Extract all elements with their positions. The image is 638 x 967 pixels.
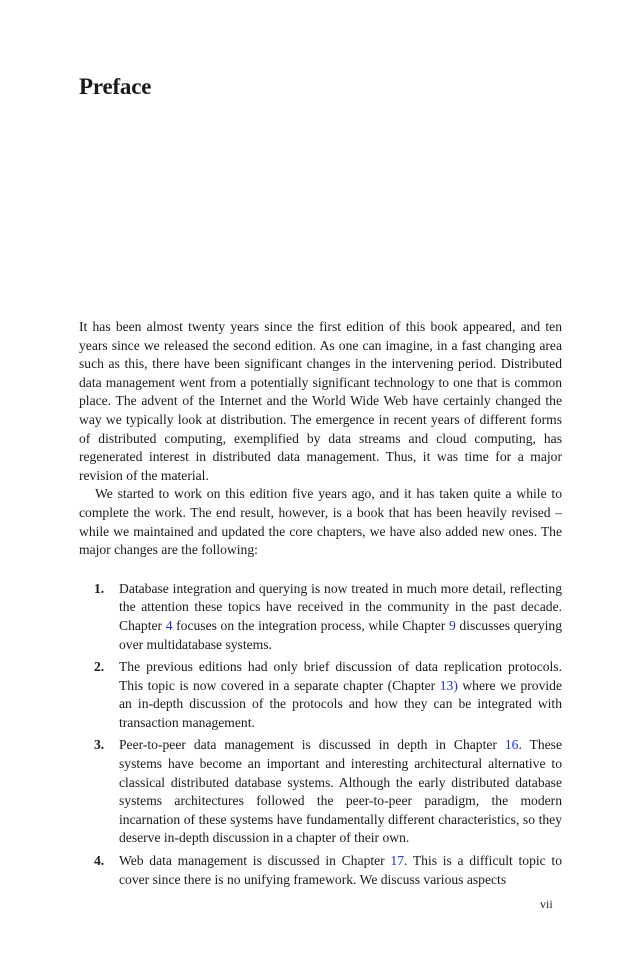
item-text: focuses on the integration process, while Chapter — [172, 617, 449, 633]
list-item — [79, 736, 562, 848]
chapter-4-link[interactable]: 4 — [165, 617, 173, 633]
list-item — [79, 852, 562, 889]
page-number: vii — [540, 897, 553, 911]
chapter-17-link[interactable]: 17 — [390, 853, 405, 869]
item-text: where we provide an in-depth discussion of the protocols and how they can be integrated with transaction management. — [119, 677, 562, 730]
item-text: . This is a difficult topic to cover since there is no unifying framework. We discuss various aspects — [119, 853, 562, 887]
chapter-9-link[interactable]: 9 — [448, 617, 456, 633]
intro-paragraph: It has been almost twenty years since the first edition of this book appeared, and ten years since we released the second edition. As one can imagine, in a fast changing area such as this, there have been significant changes in the intervening period. Distributed data management went from a potentially significant technology to one that is common place. The advent of the Internet and the World Wide Web have certainly changed the way we typically look at distribution. The emergence in recent years of different forms of distributed computing, exemplified by data streams and cloud computing, has regenerated interest in distributed data management. Thus, it was time for a major revision of the material. — [79, 319, 562, 483]
item-number: 3. — [94, 737, 105, 753]
item-number: 4. — [94, 853, 105, 869]
item-text: Database integration and querying is now treated in much more detail, reflecting the attention these topics have received in the community in the past decade. Chapter — [119, 580, 562, 633]
preface-body — [79, 318, 562, 893]
item-text: Peer-to-peer data management is discussed in depth in Chapter — [119, 737, 505, 753]
item-text: discusses querying over multidatabase systems. — [119, 617, 562, 652]
item-number: 2. — [94, 659, 105, 675]
item-text: . These systems have become an important and interesting architectural alternative to classical distributed database systems. Although the early distributed database systems architectures followed the peer-to-peer paradigm, the modern incarnation of these systems have fundamentally different characteristics, so they deserve in-depth discussion in a chapter of their own. — [119, 737, 562, 846]
chapter-13-link[interactable]: 13) — [439, 677, 458, 693]
item-number: 1. — [94, 580, 105, 596]
chapter-16-link[interactable]: 16 — [504, 737, 519, 753]
page-title: Preface — [79, 74, 152, 99]
item-text: Web data management is discussed in Chapter — [119, 853, 391, 869]
list-item — [79, 658, 562, 732]
second-paragraph: We started to work on this edition five years ago, and it has taken quite a while to complete the work. The end result, however, is a book that has been heavily revised – while we maintained and updated the core chapters, we have also added new ones. The major changes are the following: — [79, 486, 562, 558]
list-item — [79, 580, 562, 654]
major-changes-list — [79, 580, 562, 890]
item-text: The previous editions had only brief discussion of data replication protocols. This topic is now covered in a separate chapter (Chapter — [119, 659, 562, 693]
